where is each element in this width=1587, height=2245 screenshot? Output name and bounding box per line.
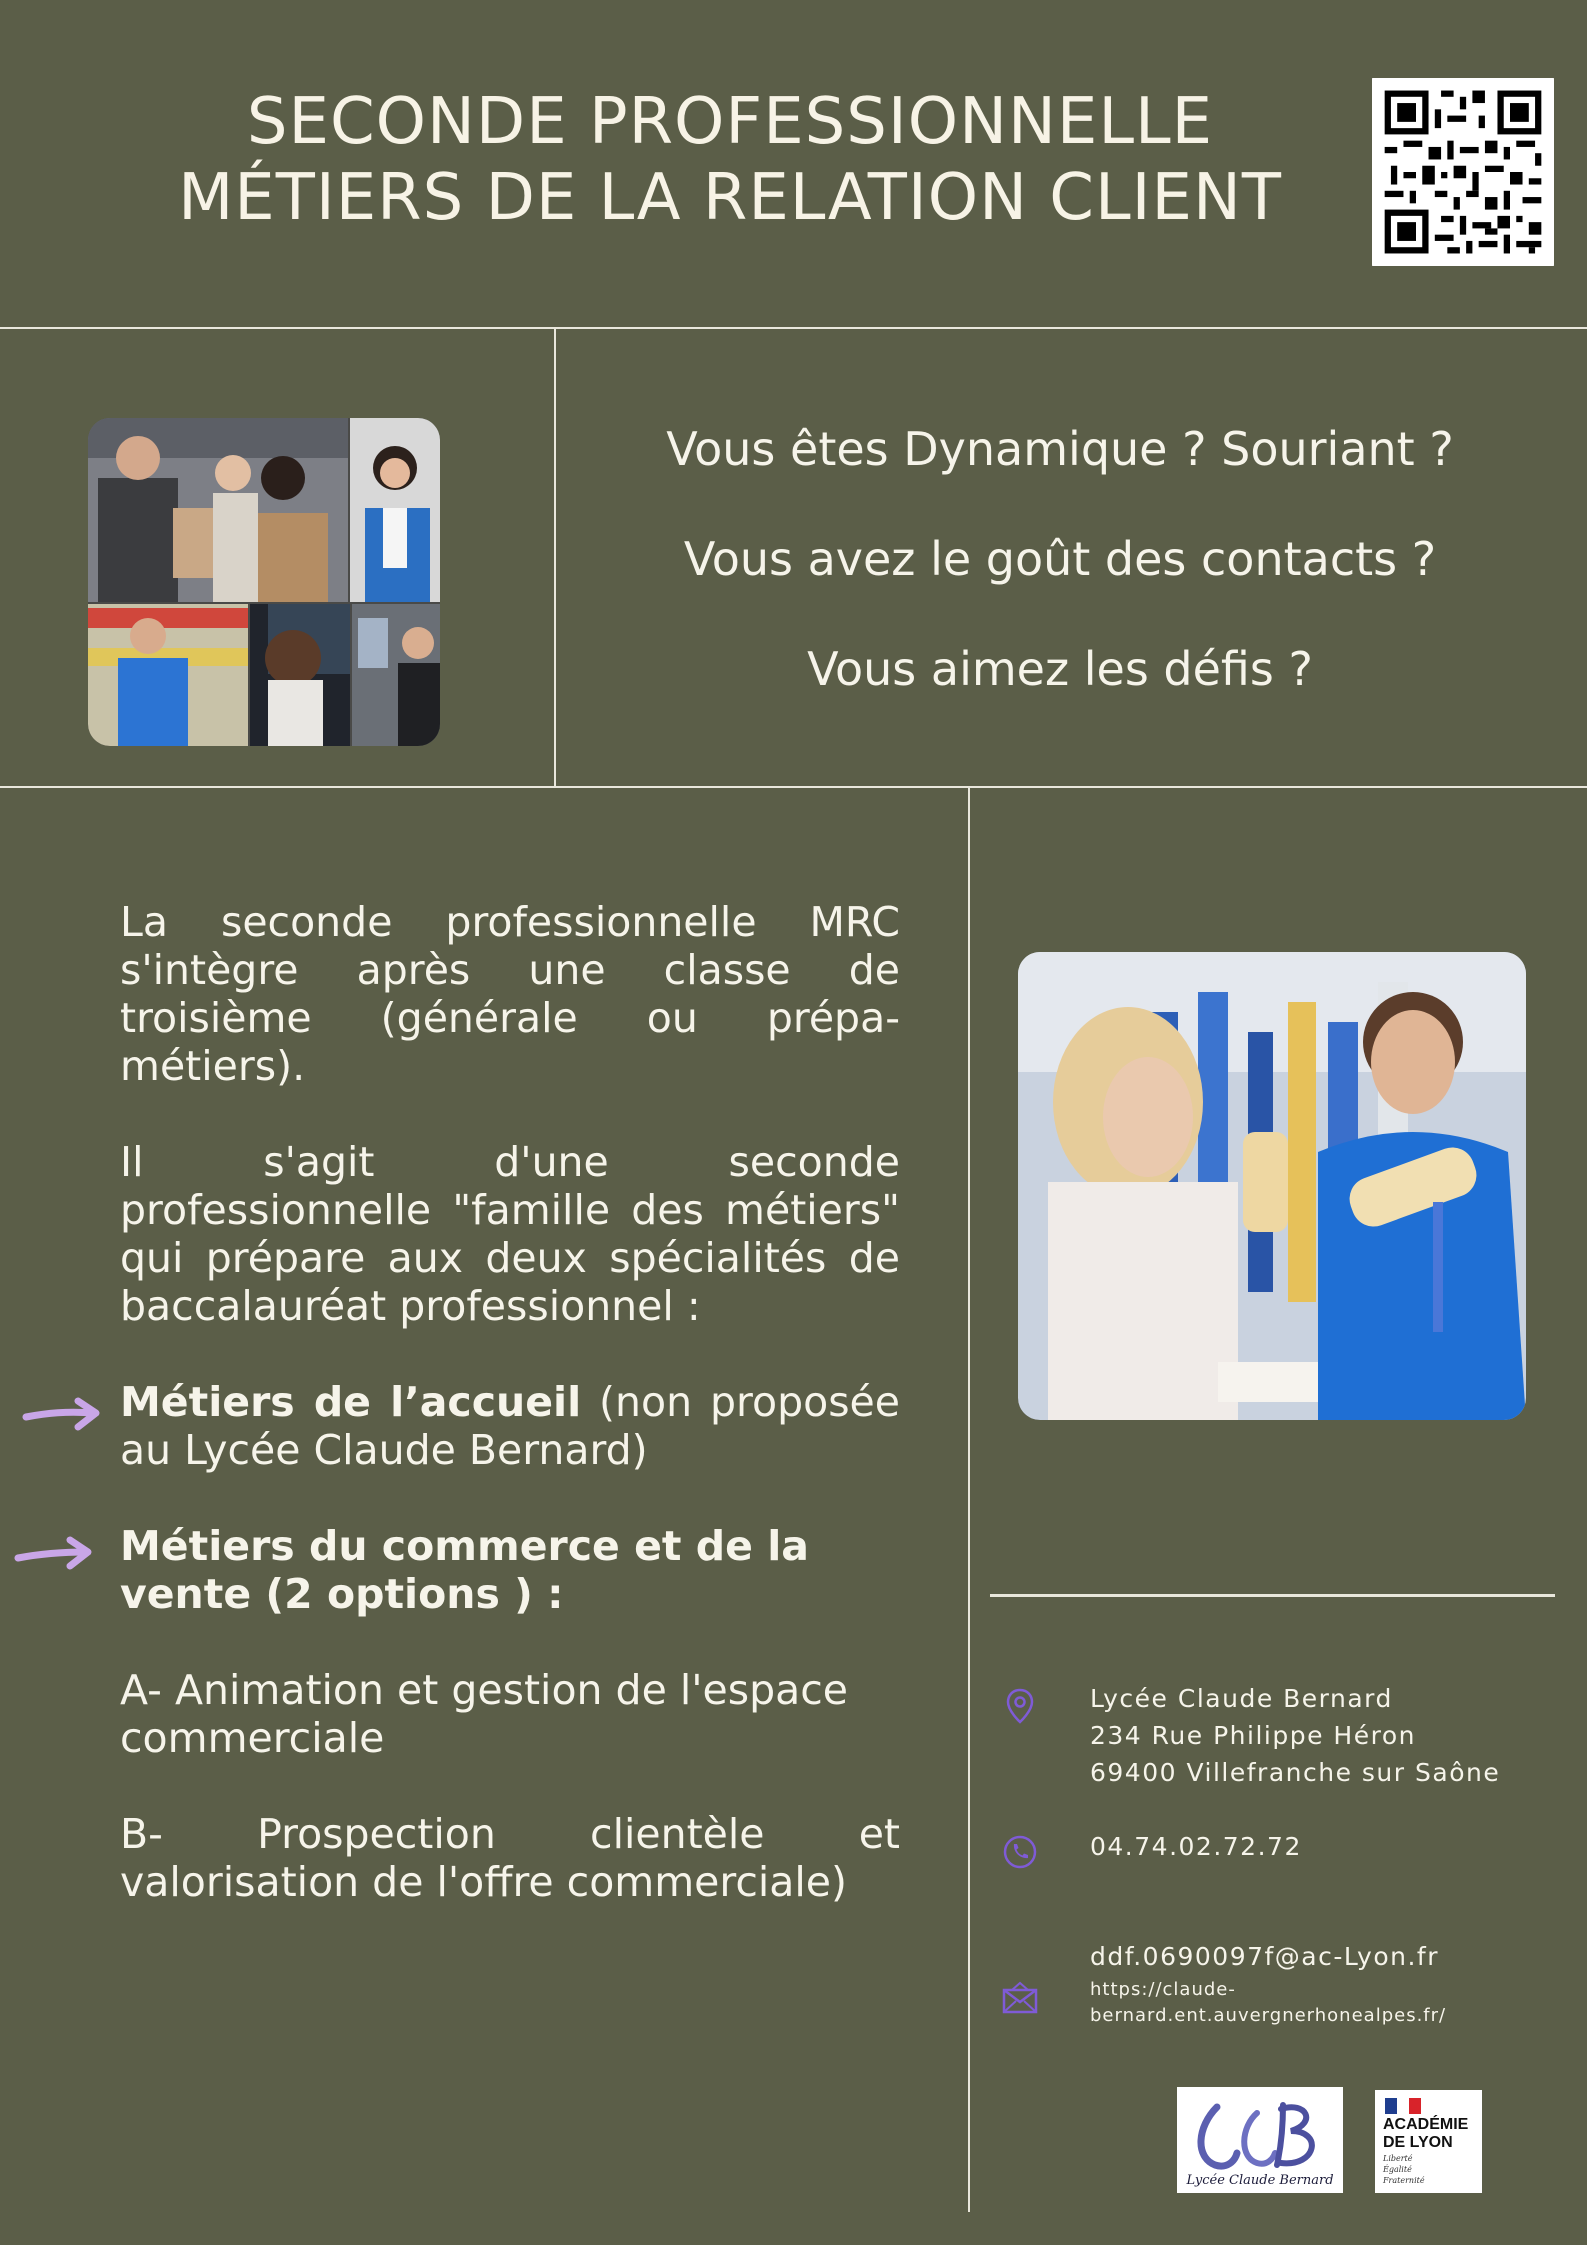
collage-image xyxy=(88,418,440,746)
phone-icon xyxy=(1000,1832,1040,1872)
academie-motto-1: Liberté xyxy=(1383,2154,1413,2163)
specialty-accueil-note: (non proposée au Lycée Claude Bernard) xyxy=(120,1378,900,1474)
academie-motto-2: Égalité xyxy=(1383,2165,1412,2174)
arrow-right-icon xyxy=(22,1395,102,1435)
intro-paragraph-2: Il s'agit d'une seconde professionnelle "famille des métiers" qui prépare aux deux spécialités de baccalauréat professionnel : xyxy=(120,1138,900,1330)
address-line-1: Lycée Claude Bernard xyxy=(1090,1684,1393,1713)
page-title-line1: SECONDE PROFESSIONNELLE xyxy=(246,85,1214,159)
mail-icon xyxy=(1000,1978,1040,2018)
qr-code[interactable] xyxy=(1372,78,1554,266)
arrow-right-icon xyxy=(14,1534,94,1574)
lycee-claude-bernard-logo xyxy=(1177,2087,1343,2193)
question-2: Vous avez le goût des contacts ? xyxy=(683,532,1437,586)
option-a: A- Animation et gestion de l'espace commerciale xyxy=(120,1666,848,1762)
phone-number[interactable]: 04.74.02.72.72 xyxy=(1090,1832,1302,1861)
qr-code-icon xyxy=(1372,78,1554,266)
academie-name-line-2: DE LYON xyxy=(1383,2134,1453,2151)
specialty-commerce-title: Métiers du commerce et de la vente (2 options ) : xyxy=(120,1522,809,1618)
address-line-3: 69400 Villefranche sur Saône xyxy=(1090,1758,1501,1787)
website-link-line-1[interactable]: https://claude- xyxy=(1090,1979,1236,2000)
lcb-caption: Lycée Claude Bernard xyxy=(1186,2173,1334,2188)
academie-name-line-1: ACADÉMIE xyxy=(1383,2116,1469,2133)
specialty-accueil xyxy=(120,1378,900,1474)
question-3: Vous aimez les défis ? xyxy=(807,642,1313,696)
divider-vertical-upper xyxy=(554,328,556,787)
specialty-commerce xyxy=(120,1522,900,1618)
location-pin-icon xyxy=(1000,1686,1040,1726)
sales-photo xyxy=(1018,952,1526,1420)
divider-top xyxy=(0,327,1587,329)
divider-vertical-lower xyxy=(968,787,970,2212)
specialty-accueil-title: Métiers de l’accueil xyxy=(120,1378,582,1426)
address-line-2: 234 Rue Philippe Héron xyxy=(1090,1721,1416,1750)
page-title-line2: MÉTIERS DE LA RELATION CLIENT xyxy=(178,161,1282,235)
academie-de-lyon-logo xyxy=(1375,2090,1482,2193)
french-flag-icon xyxy=(1385,2098,1421,2114)
divider-middle xyxy=(0,786,1587,788)
intro-paragraph-1: La seconde professionnelle MRC s'intègre après une classe de troisième (générale ou prépa-métiers). xyxy=(120,898,900,1090)
academie-motto-3: Fraternité xyxy=(1383,2176,1425,2185)
question-1: Vous êtes Dynamique ? Souriant ? xyxy=(666,422,1454,476)
option-b: B- Prospection clientèle et valorisation de l'offre commerciale) xyxy=(120,1810,900,1906)
divider-contact xyxy=(990,1594,1555,1597)
email-link[interactable]: ddf.0690097f@ac-Lyon.fr xyxy=(1090,1942,1439,1971)
website-link-line-2[interactable]: bernard.ent.auvergnerhonealpes.fr/ xyxy=(1090,2005,1447,2026)
